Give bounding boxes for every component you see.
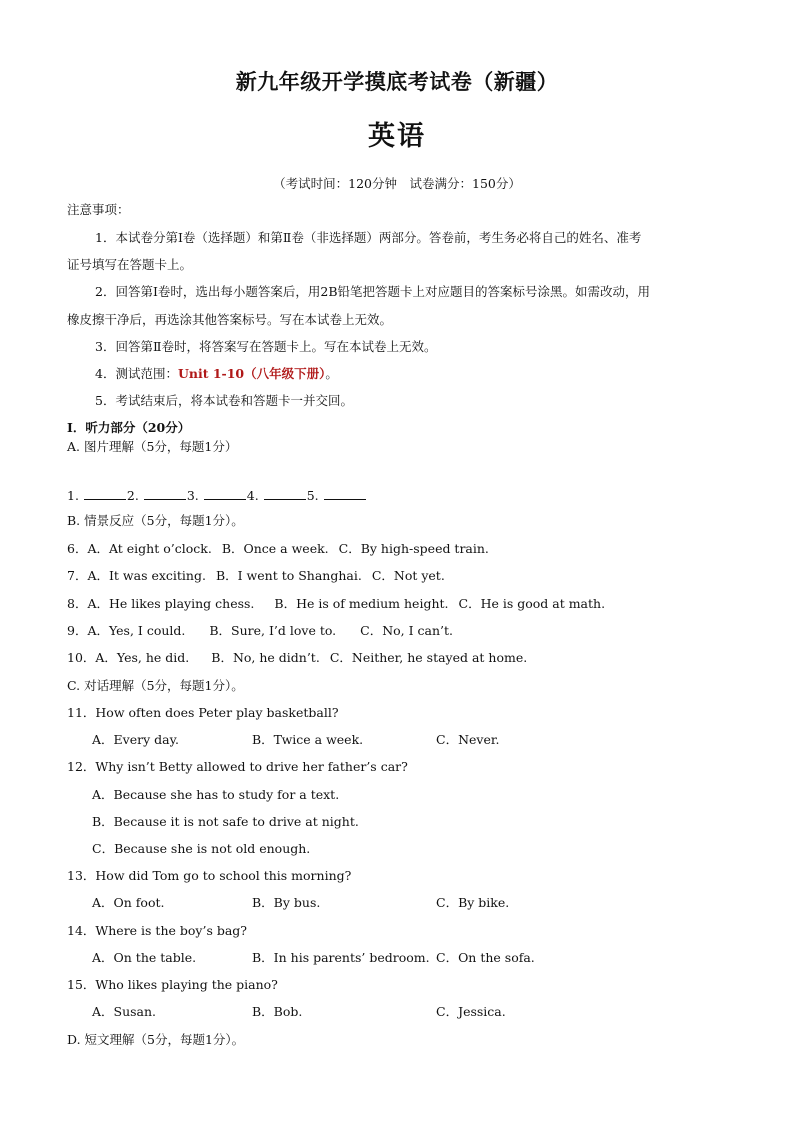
- section-a-title: A. 图片理解（5分，每题1分）: [67, 439, 238, 454]
- question-number: 9．: [67, 623, 88, 638]
- subject-title: 英语: [368, 121, 426, 152]
- question-12-option-c: C．Because she is not old enough.: [92, 841, 311, 856]
- question-12-option-a: A．Because she has to study for a text.: [92, 787, 340, 802]
- question-13-option-c: C．By bike.: [436, 895, 510, 910]
- question-12-option-b: B．Because it is not safe to drive at night.: [92, 814, 359, 829]
- question-10: [67, 649, 537, 667]
- section-b-title: B. 情景反应（5分，每题1分）。: [67, 513, 244, 528]
- option-c: C．He is good at math.: [458, 596, 606, 611]
- note-4-prefix: 4．测试范围：: [95, 366, 178, 381]
- option-c: C．Neither, he stayed at home.: [329, 650, 528, 665]
- question-14-option-a: A．On the table.: [92, 950, 197, 965]
- answer-blanks: [67, 487, 367, 505]
- question-number: 6．: [67, 541, 88, 556]
- question-13-option-a: A．On foot.: [92, 895, 165, 910]
- question-14-option-b: B．In his parents’ bedroom.: [252, 950, 430, 965]
- option-b: B．Once a week.: [221, 541, 329, 556]
- option-b: B．He is of medium height.: [274, 596, 449, 611]
- question-6: [67, 540, 499, 558]
- question-11-option-b: B．Twice a week.: [252, 732, 364, 747]
- question-13-stem: 13．How did Tom go to school this morning?: [67, 868, 352, 883]
- blank-label-5: 5.: [306, 488, 319, 503]
- note-3: 3．回答第Ⅱ卷时，将答案写在答题卡上。写在本试卷上无效。: [95, 339, 437, 354]
- question-number: 10．: [67, 650, 96, 665]
- note-2-line-1: 2．回答第Ⅰ卷时，选出每小题答案后，用2B铅笔把答题卡上对应题目的答案标号涂黑。如需改动，用: [95, 284, 651, 299]
- answer-blank-3[interactable]: [204, 488, 246, 500]
- section-c-title: C. 对话理解（5分，每题1分）。: [67, 678, 244, 693]
- question-15-option-c: C．Jessica.: [436, 1004, 506, 1019]
- question-12-stem: 12．Why isn’t Betty allowed to drive her father’s car?: [67, 759, 408, 774]
- option-a: A．Yes, he did.: [95, 650, 190, 665]
- answer-blank-1[interactable]: [84, 488, 126, 500]
- question-15-option-a: A．Susan.: [92, 1004, 157, 1019]
- question-13-option-b: B．By bus.: [252, 895, 321, 910]
- question-15-option-b: B．Bob.: [252, 1004, 303, 1019]
- blank-label-3: 3.: [186, 488, 199, 503]
- note-2-line-2: 橡皮擦干净后，再选涂其他答案标号。写在本试卷上无效。: [67, 312, 393, 327]
- question-7: [67, 567, 455, 585]
- part-1-title: Ⅰ．听力部分（20分）: [67, 420, 191, 435]
- note-1-line-1: 1．本试卷分第Ⅰ卷（选择题）和第Ⅱ卷（非选择题）两部分。答卷前，考生务必将自己的姓名、准考: [95, 230, 642, 245]
- note-4-suffix: 。: [325, 366, 338, 381]
- question-number: 7．: [67, 568, 88, 583]
- note-4: [95, 365, 338, 383]
- option-b: B．I went to Shanghai.: [215, 568, 362, 583]
- option-c: C．By high-speed train.: [338, 541, 489, 556]
- blank-label-2: 2.: [126, 488, 139, 503]
- option-a: A．Yes, I could.: [87, 623, 186, 638]
- question-number: 8．: [67, 596, 88, 611]
- note-5: 5．考试结束后，将本试卷和答题卡一并交回。: [95, 393, 353, 408]
- time-info: （考试时间：120分钟 试卷满分：150分）: [273, 176, 521, 191]
- question-11-option-a: A．Every day.: [92, 732, 179, 747]
- option-b: B．No, he didn’t.: [211, 650, 320, 665]
- question-11-option-c: C．Never.: [436, 732, 500, 747]
- option-c: C．Not yet.: [371, 568, 445, 583]
- option-b: B．Sure, I’d love to.: [209, 623, 337, 638]
- exam-title: 新九年级开学摸底考试卷（新疆）: [235, 70, 559, 94]
- question-11-stem: 11．How often does Peter play basketball?: [67, 705, 339, 720]
- option-c: C．No, I can’t.: [360, 623, 453, 638]
- question-8: [67, 595, 615, 613]
- answer-blank-4[interactable]: [264, 488, 306, 500]
- question-15-stem: 15．Who likes playing the piano?: [67, 977, 278, 992]
- answer-blank-2[interactable]: [144, 488, 186, 500]
- test-range: Unit 1-10（八年级下册）: [177, 366, 326, 381]
- blank-label-1: 1.: [67, 488, 79, 503]
- blank-label-4: 4.: [246, 488, 259, 503]
- note-1-line-2: 证号填写在答题卡上。: [67, 257, 193, 272]
- question-9: [67, 622, 463, 640]
- option-a: A．He likes playing chess.: [87, 596, 255, 611]
- question-14-option-c: C．On the sofa.: [436, 950, 535, 965]
- section-d-title: D. 短文理解（5分，每题1分）。: [67, 1032, 245, 1047]
- option-a: A．It was exciting.: [87, 568, 206, 583]
- notes-title: 注意事项：: [67, 202, 130, 217]
- option-a: A．At eight o’clock.: [87, 541, 212, 556]
- answer-blank-5[interactable]: [324, 488, 366, 500]
- question-14-stem: 14．Where is the boy’s bag?: [67, 923, 247, 938]
